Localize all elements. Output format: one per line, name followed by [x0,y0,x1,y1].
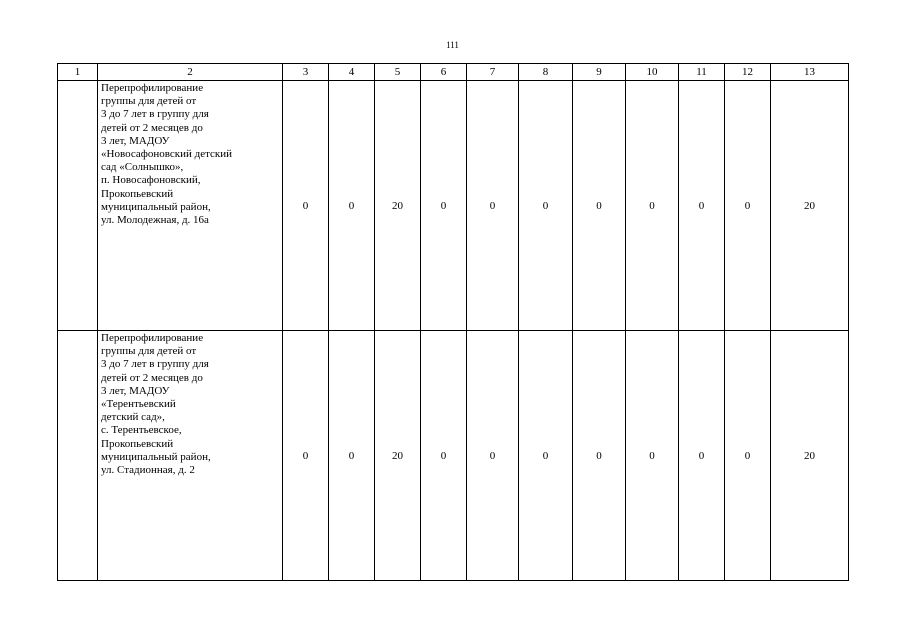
column-header: 12 [725,64,771,81]
column-header: 2 [98,64,283,81]
header-row [58,64,849,81]
value-cell: 0 [573,331,626,581]
description-cell: Перепрофилирование группы для детей от 3 до 7 лет в группу для детей от 2 месяцев до 3 лет, МАДОУ «Терентьевский детский сад», с. Терентьевское, Прокопьевский муниципальный район, ул. Стадионная, д. 2 [98,331,283,581]
value-cell: 0 [519,81,573,331]
total-cell: 20 [771,81,849,331]
value-cell: 0 [329,331,375,581]
column-header: 11 [679,64,725,81]
column-header: 10 [626,64,679,81]
data-table [57,63,849,581]
column-header: 7 [467,64,519,81]
table-row [58,331,849,581]
value-cell: 0 [329,81,375,331]
column-header: 3 [283,64,329,81]
column-header: 1 [58,64,98,81]
value-cell: 0 [467,81,519,331]
value-cell: 0 [725,331,771,581]
row-number-cell [58,331,98,581]
table-row [58,81,849,331]
page-number: 111 [446,40,459,50]
value-cell: 20 [375,331,421,581]
value-cell: 0 [573,81,626,331]
column-header: 9 [573,64,626,81]
value-cell: 20 [375,81,421,331]
value-cell: 0 [725,81,771,331]
row-number-cell [58,81,98,331]
value-cell: 0 [467,331,519,581]
column-header: 5 [375,64,421,81]
total-cell: 20 [771,331,849,581]
value-cell: 0 [421,331,467,581]
description-cell: Перепрофилирование группы для детей от 3 до 7 лет в группу для детей от 2 месяцев до 3 лет, МАДОУ «Новосафоновский детский сад «Солнышко», п. Новосафоновский, Прокопьевский муниципальный район, ул. Молодежная, д. 16а [98,81,283,331]
column-header: 4 [329,64,375,81]
value-cell: 0 [626,81,679,331]
column-header: 13 [771,64,849,81]
value-cell: 0 [679,331,725,581]
column-header: 6 [421,64,467,81]
value-cell: 0 [679,81,725,331]
value-cell: 0 [283,81,329,331]
value-cell: 0 [519,331,573,581]
value-cell: 0 [283,331,329,581]
column-header: 8 [519,64,573,81]
value-cell: 0 [421,81,467,331]
value-cell: 0 [626,331,679,581]
